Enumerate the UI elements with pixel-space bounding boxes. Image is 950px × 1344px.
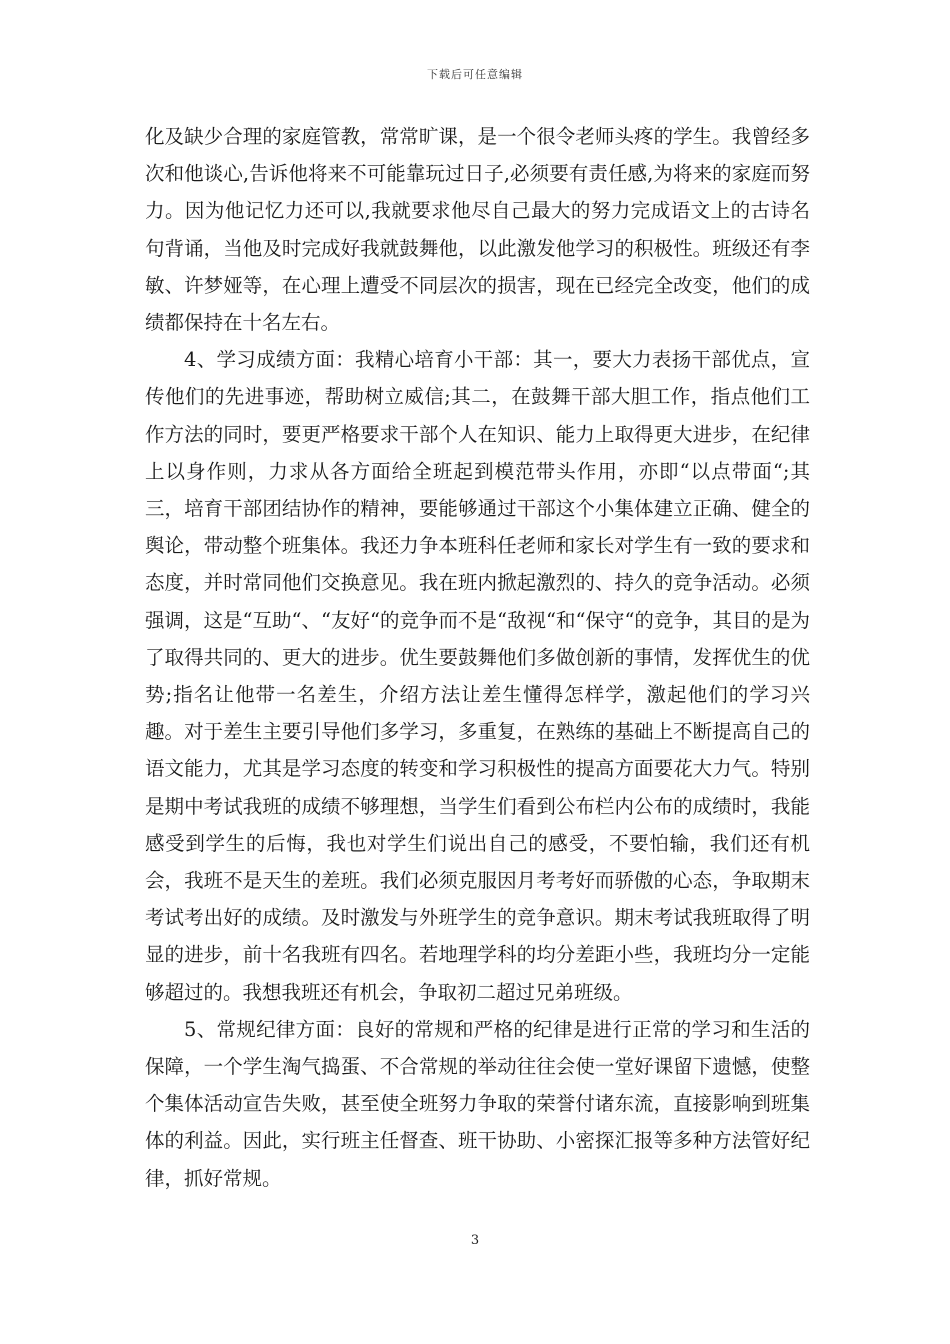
- page-number: 3: [470, 1233, 480, 1248]
- document-body: [145, 118, 810, 1197]
- paragraph-academic-performance: 4、学习成绩方面：我精心培育小干部：其一，要大力表扬干部优点，宣传他们的先进事迹，帮助树立威信;其二，在鼓舞干部大胆工作，指点他们工作方法的同时，要更严格要求干部个人在知识、能力上取得更大进步，在纪律上以身作则，力求从各方面给全班起到模范带头作用，亦即“以点带面“;其三，培育干部团结协作的精神，要能够通过干部这个小集体建立正确、健全的舆论，带动整个班集体。我还力争本班科任老师和家长对学生有一致的要求和态度，并时常同他们交换意见。我在班内掀起激烈的、持久的竞争活动。必须强调，这是“互助“、“友好“的竞争而不是“敌视“和“保守“的竞争，其目的是为了取得共同的、更大的进步。优生要鼓舞他们多做创新的事情，发挥优生的优势;指名让他带一名差生，介绍方法让差生懂得怎样学，激起他们的学习兴趣。对于差生主要引导他们多学习，多重复，在熟练的基础上不断提高自己的语文能力，尤其是学习态度的转变和学习积极性的提高方面要花大力气。特别是期中考试我班的成绩不够理想，当学生们看到公布栏内公布的成绩时，我能感受到学生的后悔，我也对学生们说出自己的感受，不要怕输，我们还有机会，我班不是天生的差班。我们必须克服因月考考好而骄傲的心态，争取期末考试考出好的成绩。及时激发与外班学生的竞争意识。期末考试我班取得了明显的进步，前十名我班有四名。若地理学科的均分差距小些，我班均分一定能够超过的。我想我班还有机会，争取初二超过兄弟班级。: [145, 348, 810, 1004]
- paragraph-continuation: 化及缺少合理的家庭管教，常常旷课，是一个很令老师头疼的学生。我曾经多次和他谈心,告诉他将来不可能靠玩过日子,必须要有责任感,为将来的家庭而努力。因为他记忆力还可以,我就要求他尽自己最大的努力完成语文上的古诗名句背诵，当他及时完成好我就鼓舞他，以此激发他学习的积极性。班级还有李敏、许梦娅等，在心理上遭受不同层次的损害，现在已经完全改变，他们的成绩都保持在十名左右。: [145, 125, 810, 335]
- page-header: 下载后可任意编辑: [427, 68, 523, 81]
- paragraph-discipline: 5、常规纪律方面：良好的常规和严格的纪律是进行正常的学习和生活的保障，一个学生淘气捣蛋、不合常规的举动往往会使一堂好课留下遗憾，使整个集体活动宣告失败，甚至使全班努力争取的荣誉付诸东流，直接影响到班集体的利益。因此，实行班主任督查、班干协助、小密探汇报等多种方法管好纪律，抓好常规。: [145, 1017, 810, 1190]
